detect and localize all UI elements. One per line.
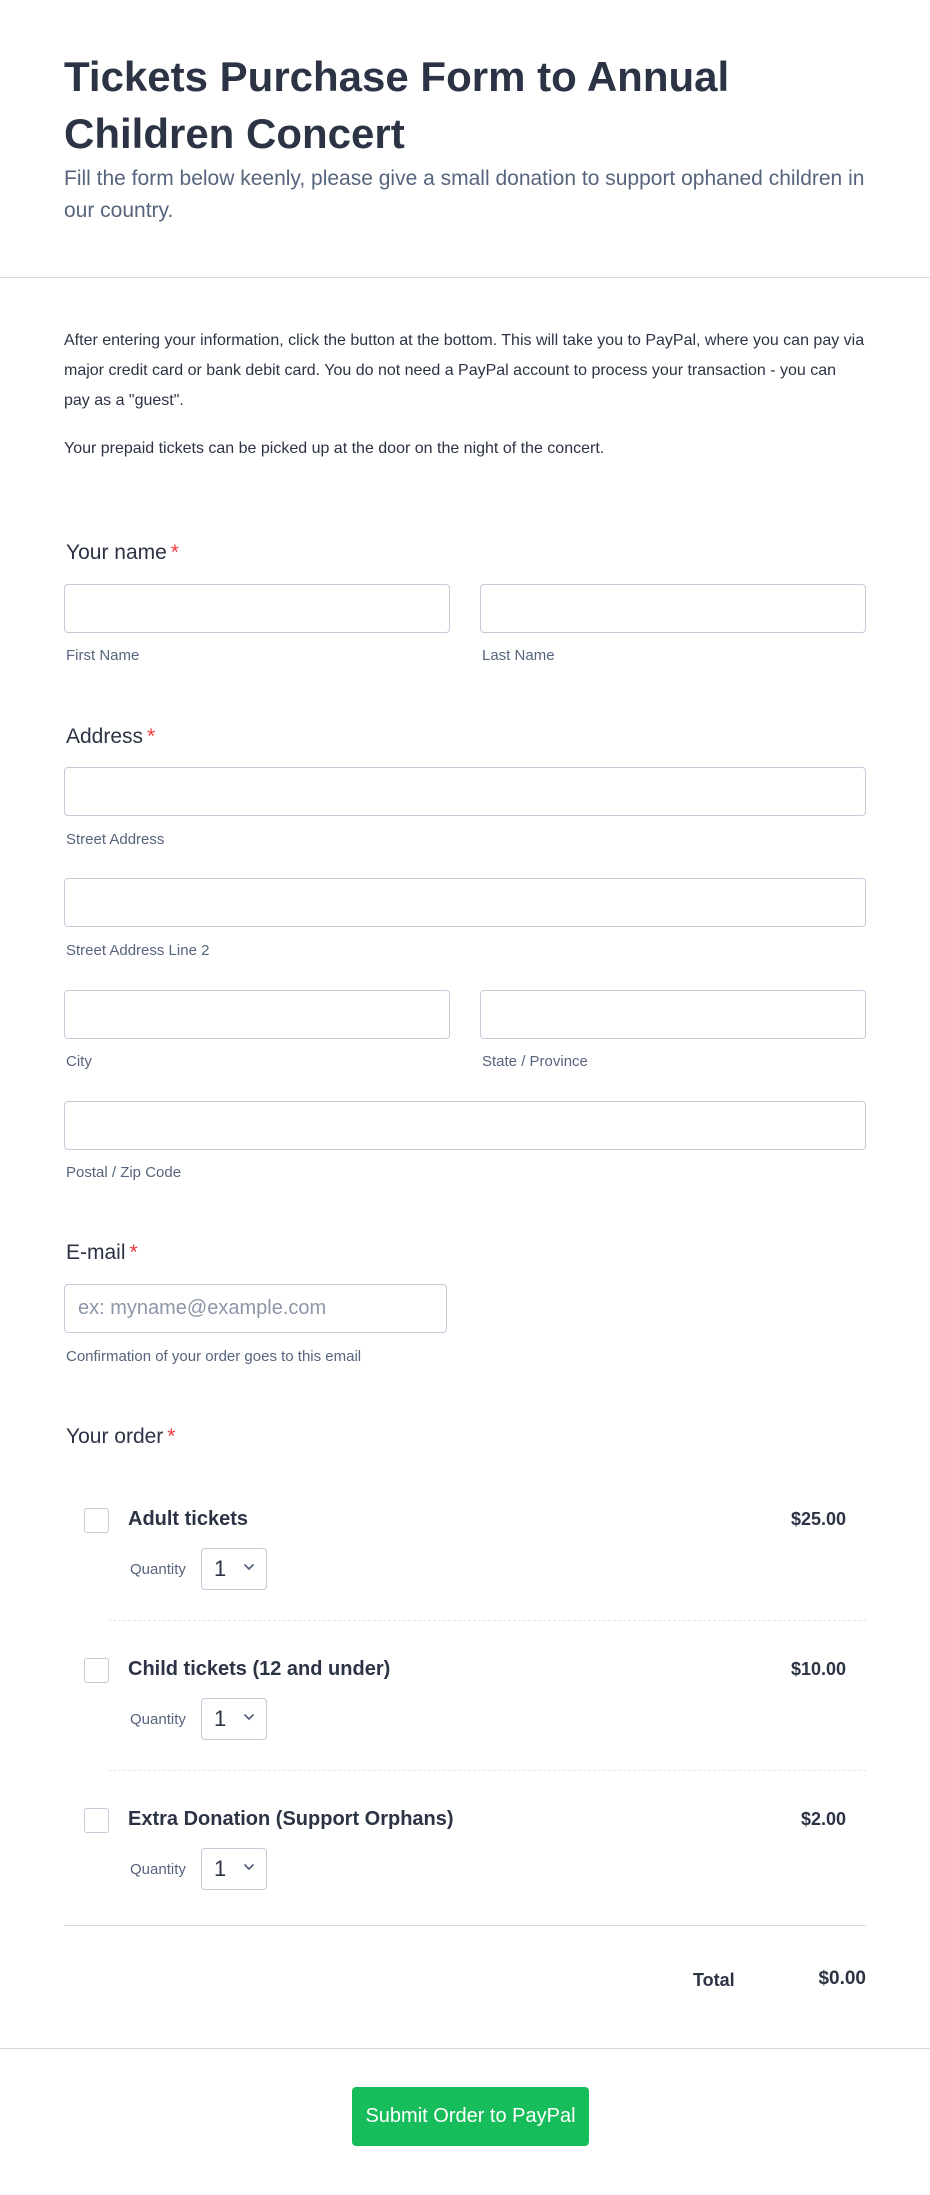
product-price: $2.00 <box>800 1809 846 1829</box>
street-address-input[interactable] <box>64 767 866 816</box>
intro-text <box>64 326 866 482</box>
total-label: Total <box>693 1970 735 1990</box>
first-name-input[interactable] <box>64 584 450 633</box>
required-mark: * <box>129 1241 138 1264</box>
quantity-value: 1 <box>214 1706 227 1731</box>
quantity-value: 1 <box>214 1856 227 1881</box>
address-label <box>66 725 155 749</box>
city-sublabel: City <box>66 1053 92 1070</box>
total-divider <box>64 1925 866 1926</box>
product-item-adult-tickets <box>64 1500 866 1620</box>
quantity-select[interactable] <box>201 1848 267 1890</box>
postal-code-sublabel: Postal / Zip Code <box>66 1164 182 1181</box>
total-value: $0.00 <box>818 1968 866 1989</box>
first-name-sublabel: First Name <box>66 647 140 664</box>
state-province-sublabel: State / Province <box>482 1053 588 1070</box>
product-price: $10.00 <box>790 1659 846 1679</box>
email-sublabel: Confirmation of your order goes to this email <box>66 1348 362 1365</box>
street-address-sublabel: Street Address <box>66 831 165 848</box>
email-label-text: E-mail <box>66 1241 126 1264</box>
quantity-value: 1 <box>214 1556 227 1581</box>
last-name-sublabel: Last Name <box>482 647 555 664</box>
product-item-extra-donation <box>64 1800 866 1920</box>
order-label-text: Your order <box>66 1425 164 1448</box>
chevron-down-icon <box>242 1710 256 1724</box>
quantity-label: Quantity <box>130 1561 186 1578</box>
product-item-child-tickets <box>64 1650 866 1770</box>
state-province-input[interactable] <box>480 990 866 1039</box>
quantity-select[interactable] <box>201 1698 267 1740</box>
quantity-label: Quantity <box>130 1711 186 1728</box>
street-address-line2-sublabel: Street Address Line 2 <box>66 942 210 959</box>
postal-code-input[interactable] <box>64 1101 866 1150</box>
address-label-text: Address <box>66 725 144 748</box>
required-mark: * <box>170 541 179 564</box>
page-title: Tickets Purchase Form to Annual Children Concert <box>64 53 730 157</box>
intro-paragraph-2: Your prepaid tickets can be picked up at the door on the night of the concert. <box>64 440 605 457</box>
quantity-label: Quantity <box>130 1861 186 1878</box>
product-checkbox[interactable] <box>84 1808 109 1833</box>
email-label <box>66 1241 138 1265</box>
street-address-line2-input[interactable] <box>64 878 866 927</box>
email-input[interactable] <box>64 1284 447 1333</box>
page-subtitle: Fill the form below keenly, please give a small donation to support ophaned children in our country. <box>64 167 865 222</box>
chevron-down-icon <box>242 1560 256 1574</box>
city-input[interactable] <box>64 990 450 1039</box>
form-header <box>0 0 930 278</box>
product-name: Adult tickets <box>128 1508 249 1530</box>
footer-divider <box>0 2048 930 2049</box>
name-label <box>66 541 179 565</box>
last-name-input[interactable] <box>480 584 866 633</box>
product-checkbox[interactable] <box>84 1658 109 1683</box>
product-divider <box>108 1620 866 1621</box>
quantity-select[interactable] <box>201 1548 267 1590</box>
product-checkbox[interactable] <box>84 1508 109 1533</box>
product-name: Child tickets (12 and under) <box>128 1658 391 1680</box>
order-label <box>66 1425 175 1449</box>
required-mark: * <box>167 1425 176 1448</box>
required-mark: * <box>147 725 156 748</box>
product-divider <box>108 1770 866 1771</box>
product-name: Extra Donation (Support Orphans) <box>128 1808 454 1830</box>
product-price: $25.00 <box>790 1509 846 1529</box>
name-label-text: Your name <box>66 541 167 564</box>
chevron-down-icon <box>242 1860 256 1874</box>
intro-paragraph-1: After entering your information, click the button at the bottom. This will take you to PayPal, where you can pay via major credit card or bank debit card. You do not need a PayPal account to process your transaction - you can pay as a "guest". <box>64 332 865 409</box>
submit-order-button[interactable]: Submit Order to PayPal <box>352 2087 589 2146</box>
